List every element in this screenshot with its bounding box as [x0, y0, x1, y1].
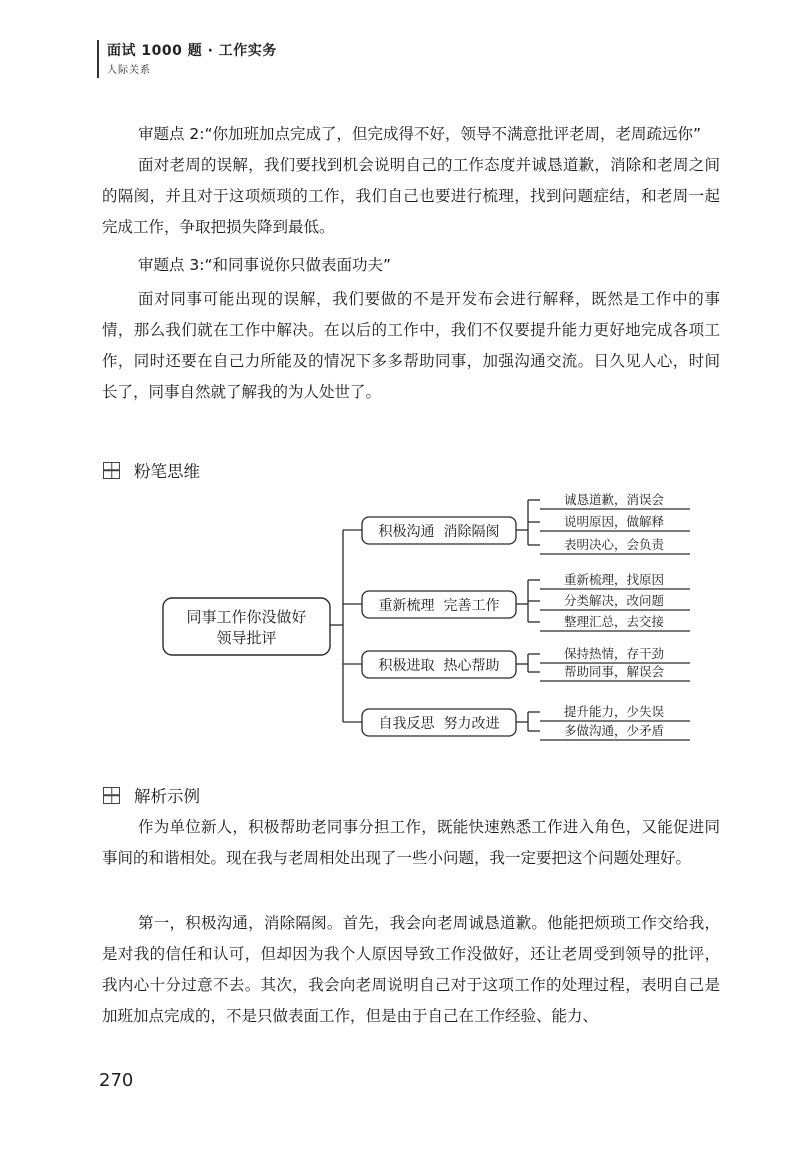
mindmap-leaf: 表明决心，会负责 [563, 537, 665, 552]
book-title: 面试 1000 题 · 工作实务 [107, 43, 277, 59]
mindmap-branch-label: 积极进取 热心帮助 [378, 658, 500, 674]
analysis-paragraph-intro: 作为单位新人，积极帮助老同事分担工作，既能快速熟悉工作进入角色，又能促进同事间的和谐相处。现在我与老周相处出现了一些小问题，我一定要把这个问题处理好。 [102, 818, 720, 867]
mindmap-branch-label: 积极沟通 消除隔阂 [378, 524, 500, 540]
mindmap-title: 粉笔思维 [134, 462, 200, 481]
mindmap-leaf: 保持热情，存干劲 [563, 646, 665, 661]
mindmap-leaf: 诚恳道歉，消误会 [563, 492, 665, 507]
exam-point-2: 审题点 2:“你加班加点完成了，但完成得不好，领导不满意批评老周，老周疏远你” [138, 125, 702, 143]
paragraph-response-3: 面对同事可能出现的误解，我们要做的不是开发布会进行解释，既然是工作中的事情，那么我们就在工作中解决。在以后的工作中，我们不仅要提升能力更好地完成各项工作，同时还要在自己力所能及的情况下多多帮助同事，加强沟通交流。日久见人心，时间长了，同事自然就了解我的为人处世了。 [102, 290, 720, 401]
page-number: 270 [99, 1070, 134, 1091]
grid-icon [103, 787, 120, 804]
analysis-heading [103, 783, 200, 807]
mindmap-leaf: 整理汇总，去交接 [563, 614, 665, 629]
analysis-title: 解析示例 [134, 787, 200, 806]
paragraph-response-2: 面对老周的误解，我们要找到机会说明自己的工作态度并诚恳道歉，消除和老周之间的隔阂，并且对于这项烦琐的工作，我们自己也要进行梳理，找到问题症结，和老周一起完成工作，争取把损失降到最低。 [102, 156, 720, 236]
mindmap-branch-label: 自我反思 努力改进 [378, 716, 500, 732]
exam-point-3: 审题点 3:“和同事说你只做表面功夫” [138, 256, 392, 274]
mindmap-leaf: 说明原因，做解释 [563, 514, 665, 529]
mindmap-leaf: 提升能力，少失误 [563, 704, 665, 719]
mindmap-branch-label: 重新梳理 完善工作 [378, 598, 500, 614]
mindmap-root-line1: 同事工作你没做好 [186, 608, 307, 626]
analysis-paragraph-first: 第一，积极沟通，消除隔阂。首先，我会向老周诚恳道歉。他能把烦琐工作交给我，是对我的信任和认可，但却因为我个人原因导致工作没做好，还让老周受到领导的批评，我内心十分过意不去。其次，我会向老周说明自己对于这项工作的处理过程，表明自己是加班加点完成的，不是只做表面工作，但是由于自己在工作经验、能力、 [102, 914, 720, 1025]
mindmap-leaf: 帮助同事，解误会 [563, 664, 665, 679]
mindmap-leaf: 多做沟通，少矛盾 [563, 723, 665, 738]
mindmap-leaf: 分类解决，改问题 [563, 593, 665, 608]
mindmap-leaf: 重新梳理，找原因 [563, 572, 665, 587]
chapter-subtitle: 人际关系 [107, 65, 151, 76]
mindmap-root-line2: 领导批评 [216, 629, 277, 647]
